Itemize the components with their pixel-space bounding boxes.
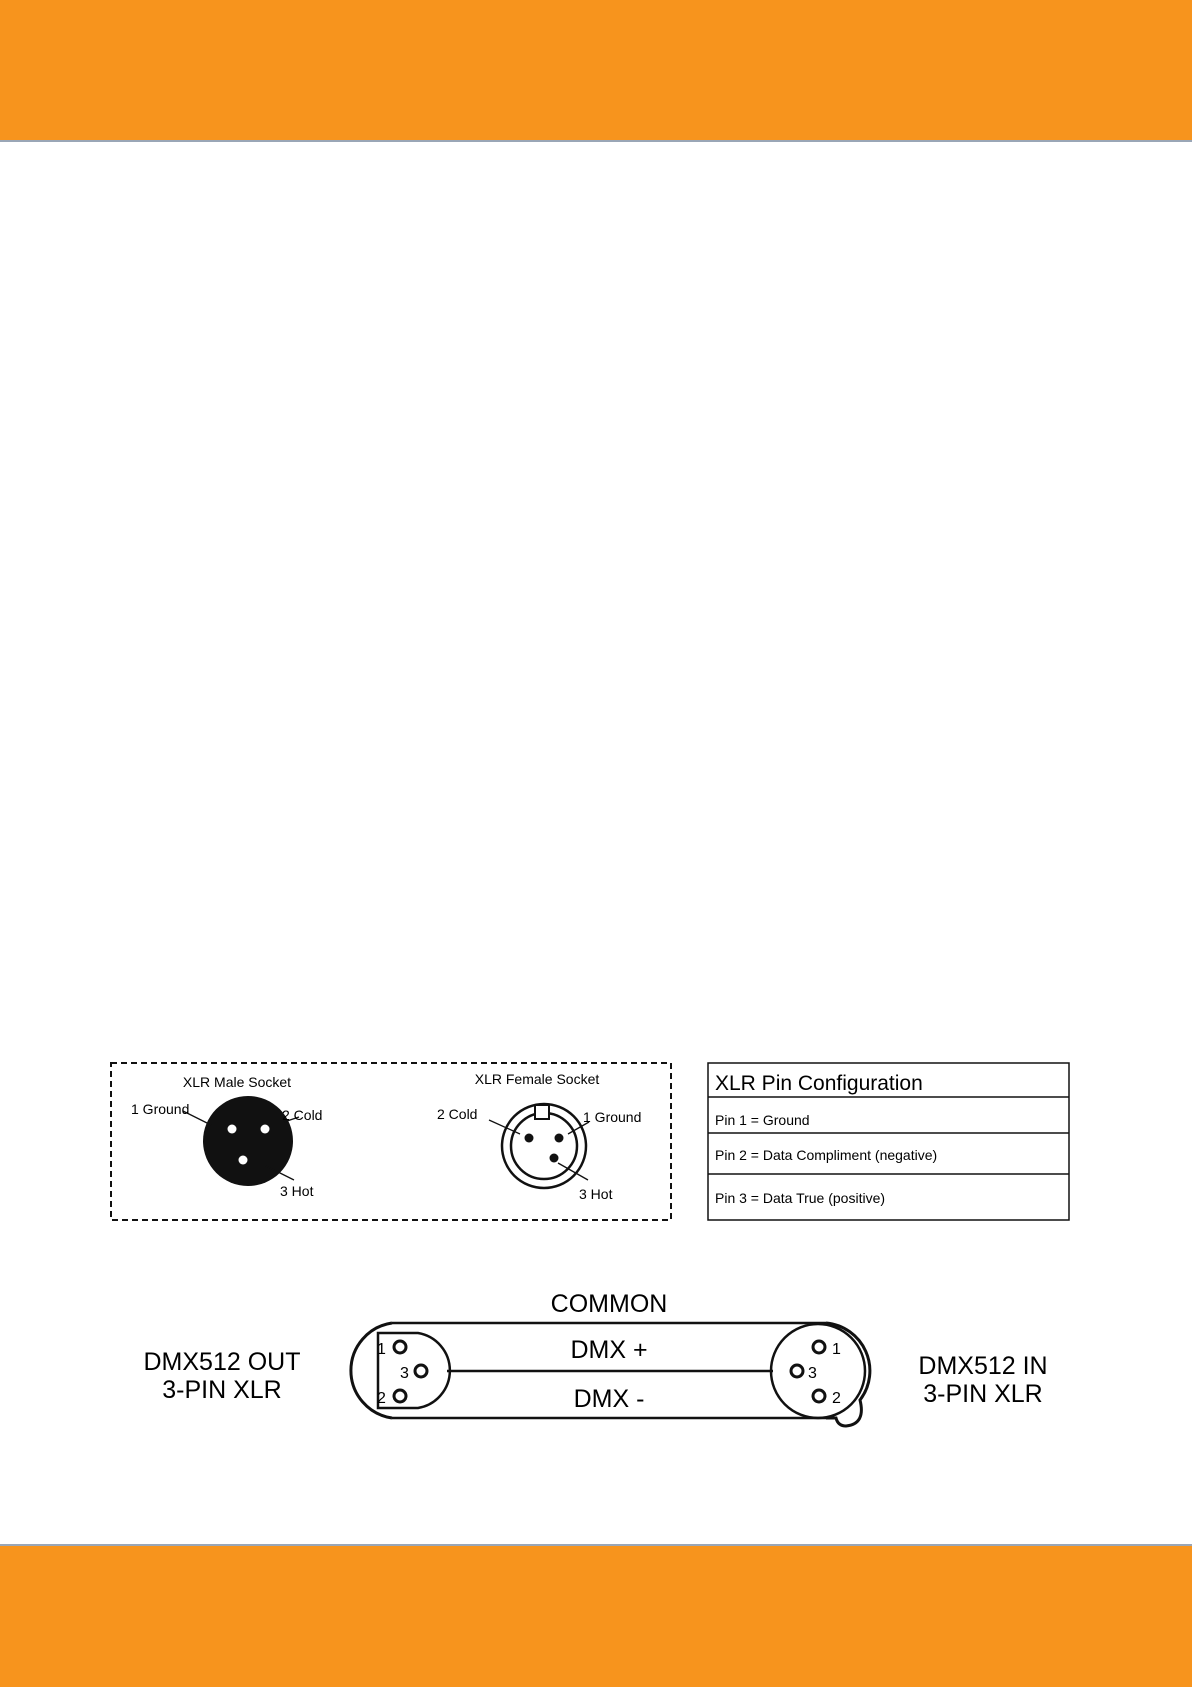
male-socket-title: XLR Male Socket — [182, 1074, 292, 1090]
pin-config-table — [708, 1063, 1069, 1220]
dmx-out-label-line2: 3-PIN XLR — [162, 1376, 282, 1404]
cable-dmx-minus-label: DMX - — [573, 1385, 645, 1413]
in-plug-outer-curve — [826, 1323, 870, 1426]
male-pin3-label: 3 Hot — [280, 1183, 314, 1199]
in-plug-face — [771, 1324, 865, 1418]
pin-config-title: XLR Pin Configuration — [715, 1072, 923, 1095]
footer-band — [0, 1544, 1192, 1687]
socket-diagram — [111, 1063, 671, 1220]
pin-config-row-3: Pin 3 = Data True (positive) — [715, 1190, 886, 1206]
out-pin-3 — [415, 1365, 427, 1377]
female-socket — [437, 1071, 641, 1202]
female-pin-2 — [525, 1134, 534, 1143]
out-plug — [351, 1323, 450, 1418]
pin-config-row-2: Pin 2 = Data Compliment (negative) — [715, 1147, 938, 1163]
male-pin2-label: 2 Cold — [282, 1107, 323, 1123]
male-pin-3 — [239, 1156, 248, 1165]
dmx-in-label-line1: DMX512 IN — [918, 1352, 1048, 1380]
male-pin-1 — [228, 1125, 237, 1134]
in-pin-1-label: 1 — [832, 1341, 841, 1358]
out-pin-3-label: 3 — [400, 1365, 409, 1382]
female-socket-key — [535, 1105, 549, 1119]
in-plug — [771, 1323, 870, 1426]
dmx-in-label-line2: 3-PIN XLR — [923, 1380, 1043, 1408]
in-pin-2-label: 2 — [832, 1390, 841, 1407]
female-socket-title: XLR Female Socket — [474, 1071, 600, 1087]
female-pin2-label: 2 Cold — [437, 1106, 478, 1122]
female-pin3-label: 3 Hot — [579, 1186, 613, 1202]
female-pin1-label: 1 Ground — [583, 1109, 642, 1125]
dmx-out-label-line1: DMX512 OUT — [143, 1348, 301, 1376]
female-pin-1 — [555, 1134, 564, 1143]
pin-config-row-1: Pin 1 = Ground — [715, 1112, 810, 1128]
female-socket-inner-ring — [511, 1113, 577, 1179]
cable-dmx-plus-label: DMX + — [570, 1336, 648, 1364]
out-pin-2 — [394, 1390, 406, 1402]
out-pin-1 — [394, 1341, 406, 1353]
female-pin-3 — [550, 1154, 559, 1163]
out-pin-1-label: 1 — [377, 1341, 386, 1358]
in-pin-3 — [791, 1365, 803, 1377]
in-pin-3-label: 3 — [808, 1365, 817, 1382]
male-pin1-label: 1 Ground — [131, 1101, 190, 1117]
male-pin-2 — [261, 1125, 270, 1134]
in-pin-2 — [813, 1390, 825, 1402]
dmx-cable-diagram — [144, 1290, 1048, 1426]
male-socket — [131, 1074, 322, 1199]
out-pin-2-label: 2 — [377, 1390, 386, 1407]
in-pin-1 — [813, 1341, 825, 1353]
cable-common-label: COMMON — [550, 1290, 668, 1318]
